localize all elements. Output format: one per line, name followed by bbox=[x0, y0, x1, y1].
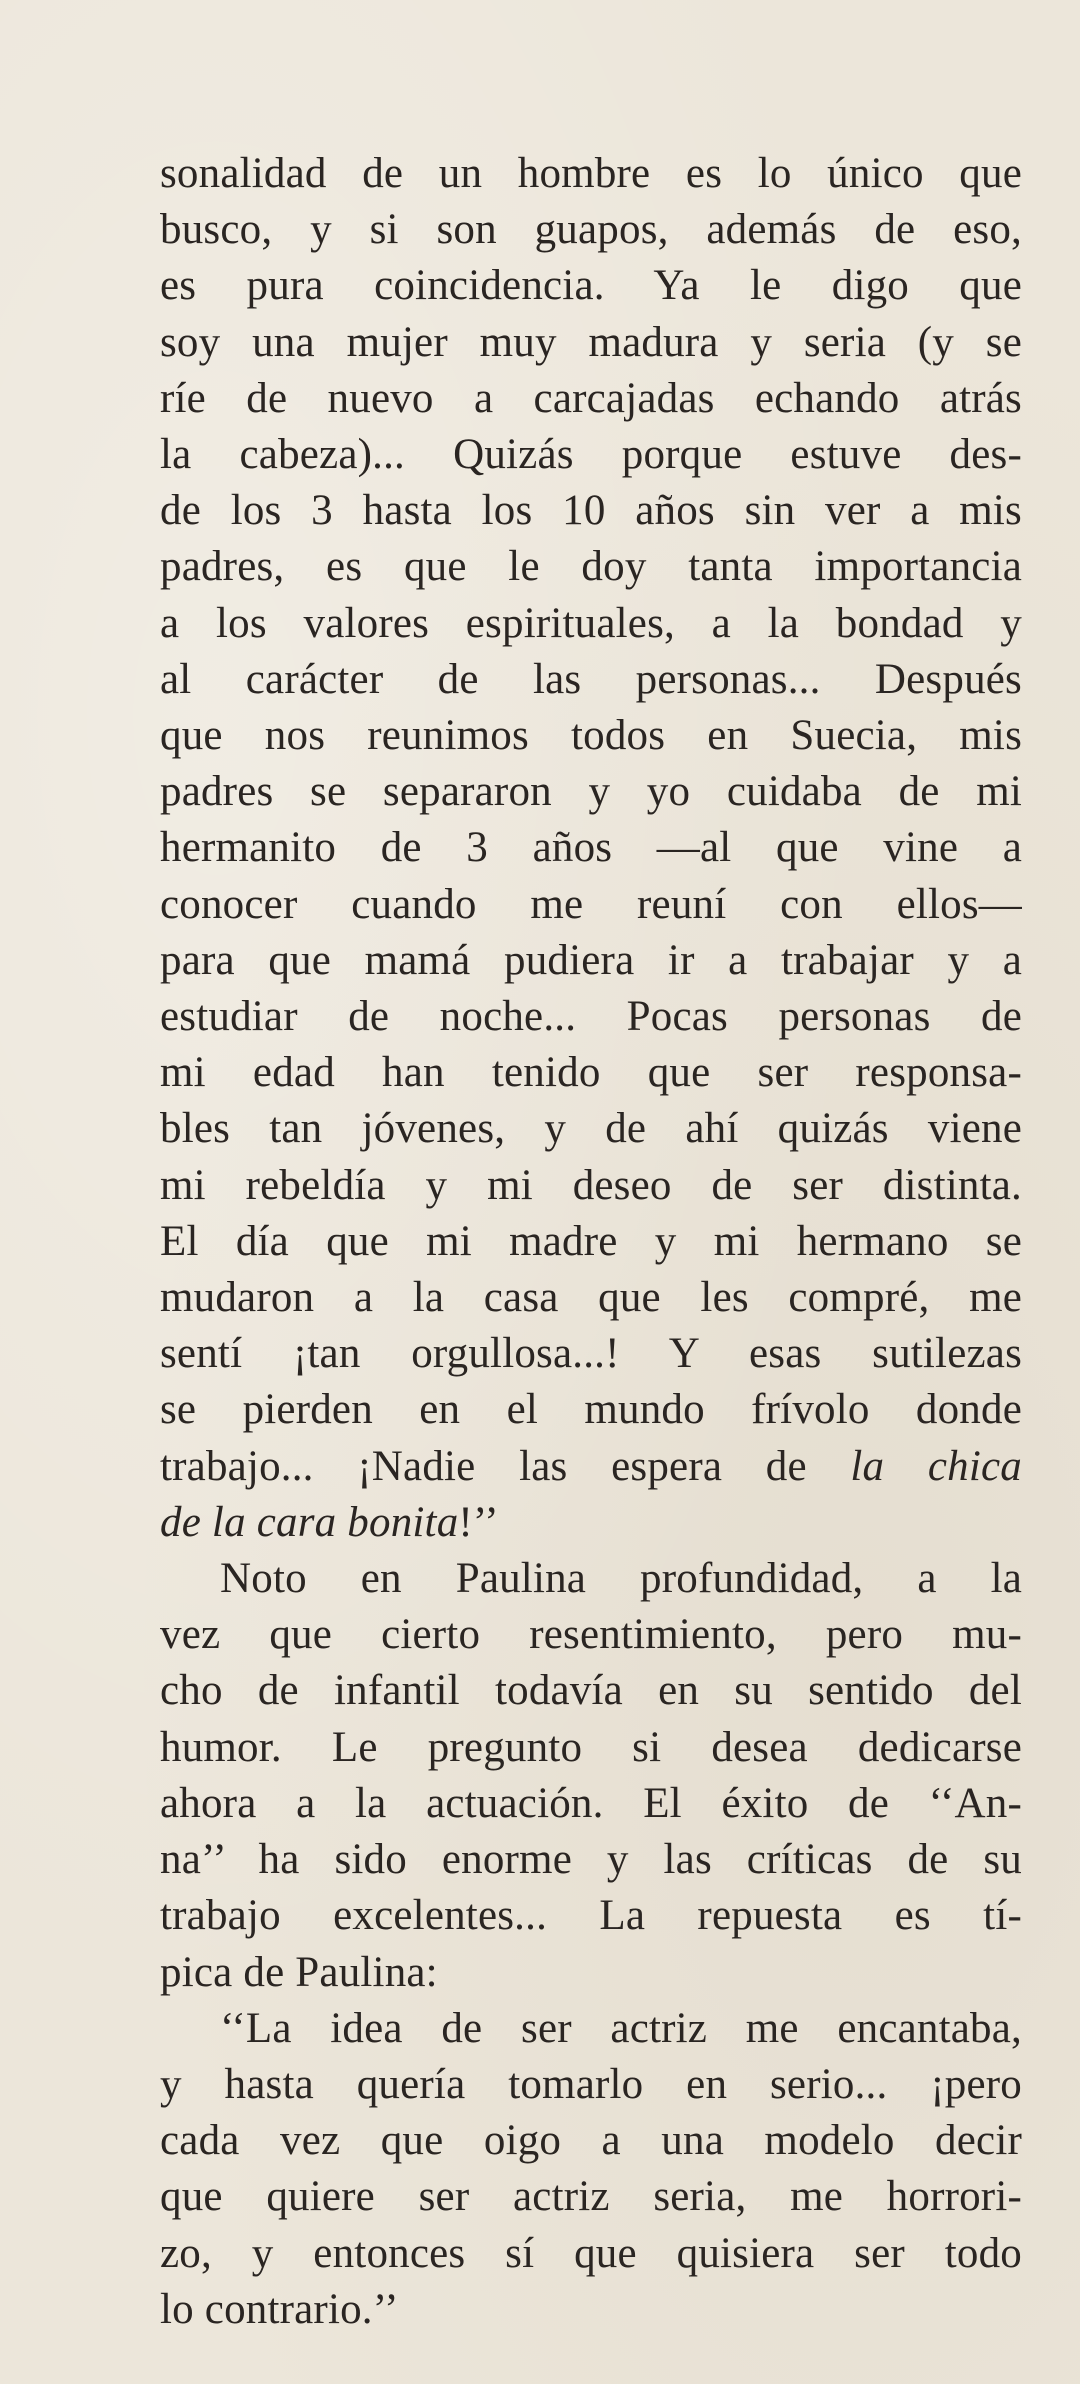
text-line bbox=[160, 1495, 1022, 1551]
text-line: lo contrario.’’ bbox=[160, 2285, 399, 2333]
text-line: cada vez que oigo a una modelo decir bbox=[160, 2117, 1022, 2165]
text-line: de los 3 hasta los 10 años sin ver a mis bbox=[160, 487, 1022, 535]
text-line: mudaron a la casa que les compré, me bbox=[160, 1274, 1022, 1322]
text-line: trabajo excelentes... La repuesta es tí- bbox=[160, 1892, 1022, 1940]
text-line: a los valores espirituales, a la bondad y bbox=[160, 599, 1022, 647]
paragraph-3 bbox=[160, 2001, 1022, 2338]
text-line: ahora a la actuación. El éxito de ‘‘An- bbox=[160, 1779, 1022, 1827]
text-line: na’’ ha sido enorme y las críticas de su bbox=[160, 1836, 1022, 1884]
text-line: padres, es que le doy tanta importancia bbox=[160, 543, 1022, 591]
text-line: es pura coincidencia. Ya le digo que bbox=[160, 262, 1022, 310]
text-line: mi rebeldía y mi deseo de ser distinta. bbox=[160, 1161, 1022, 1209]
text-line: bles tan jóvenes, y de ahí quizás viene bbox=[160, 1105, 1022, 1153]
text-line: soy una mujer muy madura y seria (y se bbox=[160, 318, 1022, 366]
text-line: y hasta quería tomarlo en serio... ¡pero bbox=[160, 2060, 1022, 2108]
text-run: trabajo... ¡Nadie las espera de bbox=[160, 1442, 851, 1490]
text-line: vez que cierto resentimiento, pero mu- bbox=[160, 1611, 1022, 1659]
text-line: cho de infantil todavía en su sentido del bbox=[160, 1667, 1022, 1715]
text-line: mi edad han tenido que ser responsa- bbox=[160, 1049, 1022, 1097]
text-line: conocer cuando me reuní con ellos— bbox=[160, 880, 1022, 928]
text-line: al carácter de las personas... Después bbox=[160, 655, 1022, 703]
italic-phrase: la chica bbox=[850, 1442, 1022, 1490]
text-line: busco, y si son guapos, además de eso, bbox=[160, 206, 1022, 254]
text-line: que nos reunimos todos en Suecia, mis bbox=[160, 712, 1022, 760]
page-text-column bbox=[160, 146, 1022, 2338]
text-line: estudiar de noche... Pocas personas de bbox=[160, 993, 1022, 1041]
text-line: padres se separaron y yo cuidaba de mi bbox=[160, 768, 1022, 816]
text-line: zo, y entonces sí que quisiera ser todo bbox=[160, 2229, 1022, 2277]
text-line: que quiere ser actriz seria, me horrori- bbox=[160, 2173, 1022, 2221]
text-line: la cabeza)... Quizás porque estuve des- bbox=[160, 431, 1022, 479]
text-run: !’’ bbox=[458, 1498, 499, 1546]
text-line: sonalidad de un hombre es lo único que bbox=[160, 150, 1022, 197]
text-line: pica de Paulina: bbox=[160, 1948, 438, 1996]
text-line: ‘‘La idea de ser actriz me encantaba, bbox=[220, 2004, 1022, 2052]
text-line: Noto en Paulina profundidad, a la bbox=[220, 1555, 1022, 1603]
paragraph-1 bbox=[160, 146, 1022, 1551]
text-line bbox=[160, 1439, 1022, 1495]
text-line: ríe de nuevo a carcajadas echando atrás bbox=[160, 374, 1022, 422]
text-line: hermanito de 3 años —al que vine a bbox=[160, 824, 1022, 872]
italic-phrase: de la cara bonita bbox=[160, 1498, 459, 1546]
text-line: para que mamá pudiera ir a trabajar y a bbox=[160, 936, 1022, 984]
text-line: sentí ¡tan orgullosa...! Y esas sutilezas bbox=[160, 1330, 1022, 1378]
paragraph-2 bbox=[160, 1551, 1022, 2001]
text-line: se pierden en el mundo frívolo donde bbox=[160, 1386, 1022, 1434]
text-line: humor. Le pregunto si desea dedicarse bbox=[160, 1723, 1022, 1771]
text-line: El día que mi madre y mi hermano se bbox=[160, 1217, 1022, 1265]
